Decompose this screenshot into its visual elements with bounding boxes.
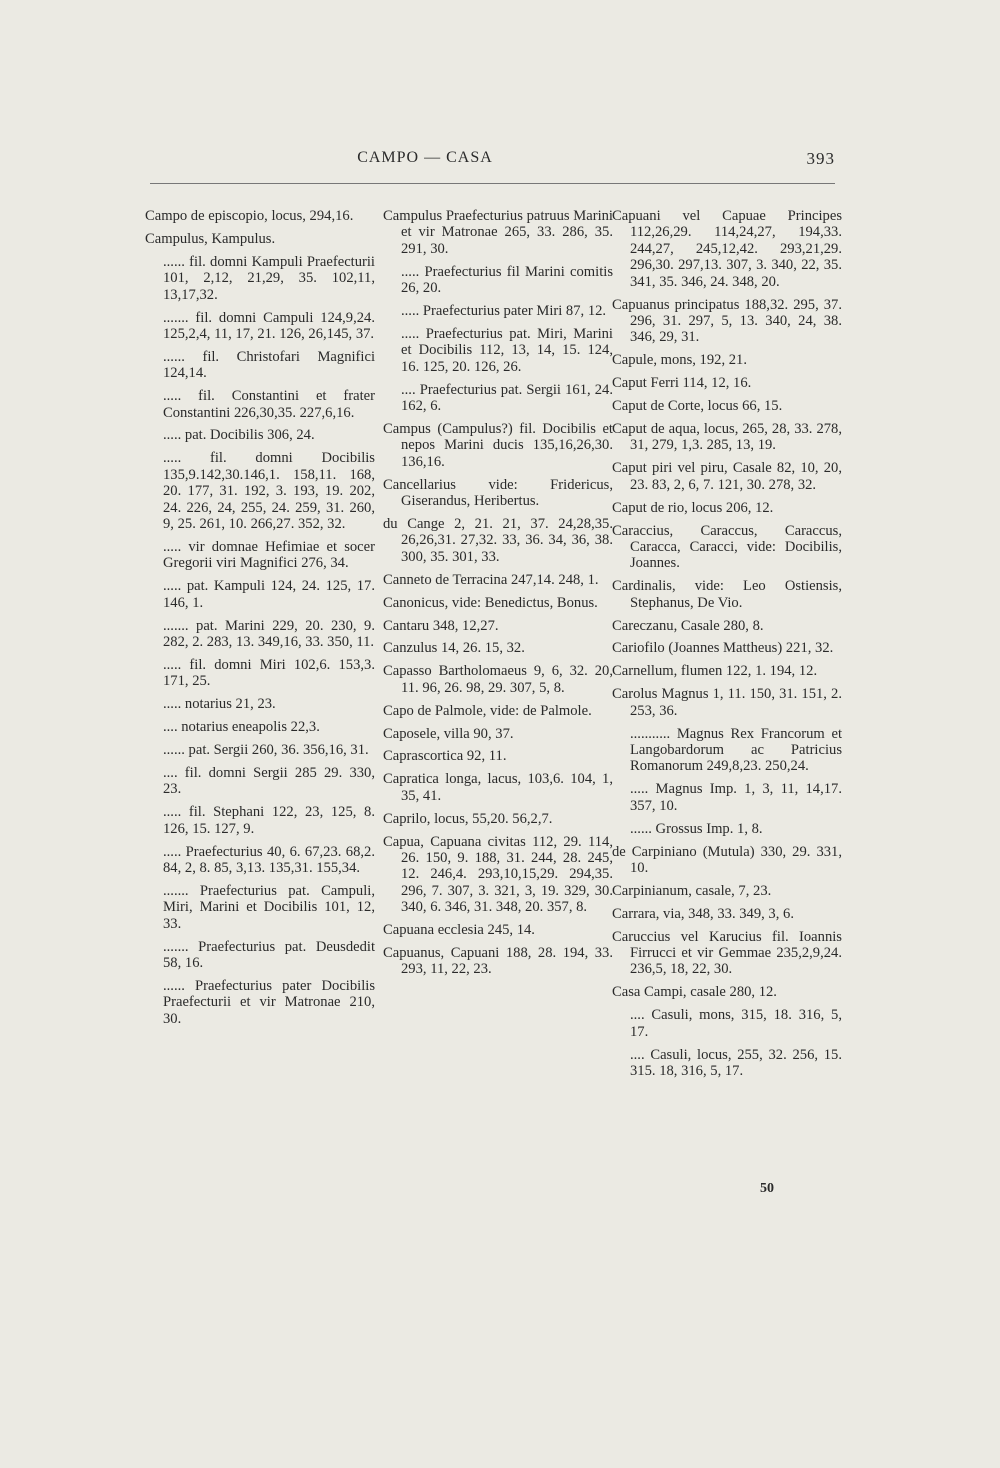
index-entry: .... Praefecturius pat. Sergii 161, 24. 162, 6. (401, 381, 613, 415)
index-entry: Caput de rio, locus 206, 12. (612, 499, 774, 516)
index-entry: ..... fil. Stephani 122, 23, 125, 8. 126, 15. 127, 9. (163, 804, 375, 837)
page-number: 393 (806, 149, 835, 168)
index-entry: Caposele, villa 90, 37. (383, 725, 514, 742)
index-entry: Canneto de Terracina 247,14. 248, 1. (383, 571, 599, 588)
index-entry: Cariofilo (Joannes Mattheus) 221, 32. (612, 640, 834, 657)
index-entry: Capasso Bartholomaeus 9, 6, 32. 20, 11. 96, 26. 98, 29. 307, 5, 8. (383, 663, 613, 696)
index-entry: Caput Ferri 114, 12, 16. (612, 375, 752, 392)
index-entry: Caruccius vel Karucius fil. Ioannis Firrucci et vir Gemmae 235,2,9,24. 236,5, 18, 22, 30. (612, 928, 842, 978)
index-entry: Capuani vel Capuae Principes 112,26,29. 114,24,27, 194,33. 244,27, 245,12,42. 293,21,29. 296,30. 297,13. 307, 3. 340, 22, 35. 341, 35. 346, 24. 348, 20. (612, 208, 842, 290)
header-rule (150, 183, 835, 184)
index-entry: Capratica longa, lacus, 103,6. 104, 1, 35, 41. (383, 771, 613, 804)
index-entry: ....... Praefecturius pat. Campuli, Miri, Marini et Docibilis 101, 12, 33. (163, 882, 375, 932)
index-column-3 (612, 208, 842, 1086)
index-entry: du Cange 2, 21. 21, 37. 24,28,35. 26,26,31. 27,32. 33, 36. 34, 36, 38. 300, 35. 301, 33. (383, 516, 613, 565)
index-entry: Caraccius, Caraccus, Caraccus, Caracca, Caracci, vide: Docibilis, Joannes. (612, 522, 842, 572)
index-entry: ..... notarius 21, 23. (163, 696, 276, 713)
index-entry: ..... Praefecturius pat. Miri, Marini et Docibilis 112, 13, 14, 15. 124, 16. 125, 20. 126, 26. (401, 325, 613, 375)
printer-signature: 50 (760, 1181, 774, 1196)
index-entry: de Carpiniano (Mutula) 330, 29. 331, 10. (612, 843, 842, 876)
index-entry: .... notarius eneapolis 22,3. (163, 719, 320, 736)
index-entry: ...... Grossus Imp. 1, 8. (630, 820, 763, 837)
index-column-1 (145, 208, 375, 1034)
index-entry: ..... Praefecturius fil Marini comitis 26, 20. (401, 263, 613, 297)
index-entry: Campulus Praefecturius patruus Marini et vir Matronae 265, 33. 286, 35. 291, 30. (383, 208, 613, 257)
index-entry: Cancellarius vide: Fridericus, Giserandus, Heribertus. (383, 476, 613, 510)
index-entry: ...... fil. domni Kampuli Praefecturii 101, 2,12, 21,29, 35. 102,11, 13,17,32. (163, 253, 375, 303)
index-entry: Caput piri vel piru, Casale 82, 10, 20, 23. 83, 2, 6, 7. 121, 30. 278, 32. (612, 460, 842, 493)
index-entry: Casa Campi, casale 280, 12. (612, 984, 777, 1001)
index-entry: ..... Praefecturius 40, 6. 67,23. 68,2. 84, 2, 8. 85, 3,13. 135,31. 155,34. (163, 843, 375, 876)
index-entry: Caput de aqua, locus, 265, 28, 33. 278, 31, 279, 1,3. 285, 13, 19. (612, 420, 842, 454)
index-entry: .... Casuli, locus, 255, 32. 256, 15. 315. 18, 316, 5, 17. (630, 1046, 842, 1079)
index-entry: ..... fil. domni Miri 102,6. 153,3. 171, 25. (163, 656, 375, 690)
index-entry: Caprascortica 92, 11. (383, 748, 507, 765)
index-entry: Capua, Capuana civitas 112, 29. 114, 26. 150, 9. 188, 31. 244, 28. 245, 12. 246,4. 293,10,15,29. 294,35. 296, 7. 307, 3. 321, 3, 19. 329, 30. 340, 6. 346, 31. 348, 20. 357, 8. (383, 833, 613, 916)
index-entry: ..... fil. domni Docibilis 135,9.142,30.146,1. 158,11. 168, 20. 177, 31. 192, 3. 193, 19. 202, 24. 226, 24, 255, 24. 259, 31. 260, 9, 25. 261, 10. 266,27. 352, 32. (163, 450, 375, 532)
index-column-2 (383, 208, 613, 984)
index-entry: ..... Magnus Imp. 1, 3, 11, 14,17. 357, 10. (630, 781, 842, 814)
index-entry: Capuana ecclesia 245, 14. (383, 922, 535, 939)
index-entry: ....... pat. Marini 229, 20. 230, 9. 282, 2. 283, 13. 349,16, 33. 350, 11. (163, 617, 375, 650)
index-entry: Cantaru 348, 12,27. (383, 617, 499, 634)
index-entry: Carnellum, flumen 122, 1. 194, 12. (612, 663, 818, 680)
index-entry: Cardinalis, vide: Leo Ostiensis, Stephanus, De Vio. (612, 578, 842, 611)
index-entry: Canzulus 14, 26. 15, 32. (383, 640, 525, 657)
index-entry: ..... pat. Kampuli 124, 24. 125, 17. 146, 1. (163, 578, 375, 611)
index-entry: .... fil. domni Sergii 285 29. 330, 23. (163, 764, 375, 798)
index-entry: ...... pat. Sergii 260, 36. 356,16, 31. (163, 741, 369, 758)
index-entry: Capuanus principatus 188,32. 295, 37. 296, 31. 297, 5, 13. 340, 24, 38. 346, 29, 31. (612, 296, 842, 346)
index-entry: Careczanu, Casale 280, 8. (612, 617, 764, 634)
index-entry: ..... pat. Docibilis 306, 24. (163, 427, 315, 444)
index-entry: Capuanus, Capuani 188, 28. 194, 33. 293, 11, 22, 23. (383, 945, 613, 978)
index-entry: ........... Magnus Rex Francorum et Langobardorum ac Patricius Romanorum 249,8,23. 250,24. (630, 725, 842, 775)
index-entry: Caprilo, locus, 55,20. 56,2,7. (383, 810, 553, 827)
index-entry: ..... Praefecturius pater Miri 87, 12. (401, 303, 607, 320)
index-entry: Capo de Palmole, vide: de Palmole. (383, 702, 592, 719)
index-entry: Carpinianum, casale, 7, 23. (612, 882, 772, 899)
index-entry: ...... Praefecturius pater Docibilis Praefecturii et vir Matronae 210, 30. (163, 977, 375, 1027)
index-entry: Carrara, via, 348, 33. 349, 3, 6. (612, 905, 794, 922)
index-entry: Caput de Corte, locus 66, 15. (612, 398, 783, 415)
index-entry: Capule, mons, 192, 21. (612, 352, 747, 369)
index-entry: Canonicus, vide: Benedictus, Bonus. (383, 594, 598, 611)
running-title: CAMPO — CASA (357, 149, 493, 166)
index-entry: ...... fil. Christofari Magnifici 124,14. (163, 348, 375, 382)
index-entry: ..... vir domnae Hefimiae et socer Gregorii viri Magnifici 276, 34. (163, 538, 375, 572)
index-entry: ....... fil. domni Campuli 124,9,24. 125,2,4, 11, 17, 21. 126, 26,145, 37. (163, 309, 375, 342)
index-entry: ....... Praefecturius pat. Deusdedit 58, 16. (163, 938, 375, 971)
index-entry: Carolus Magnus 1, 11. 150, 31. 151, 2. 253, 36. (612, 686, 842, 719)
index-entry: Campus (Campulus?) fil. Docibilis et nepos Marini ducis 135,16,26,30. 136,16. (383, 420, 613, 470)
index-entry: .... Casuli, mons, 315, 18. 316, 5, 17. (630, 1007, 842, 1040)
page-header (150, 149, 835, 173)
index-entry: Campo de episcopio, locus, 294,16. (145, 208, 354, 224)
index-entry: Campulus, Kampulus. (145, 230, 276, 247)
index-entry: ..... fil. Constantini et frater Constantini 226,30,35. 227,6,16. (163, 388, 375, 421)
